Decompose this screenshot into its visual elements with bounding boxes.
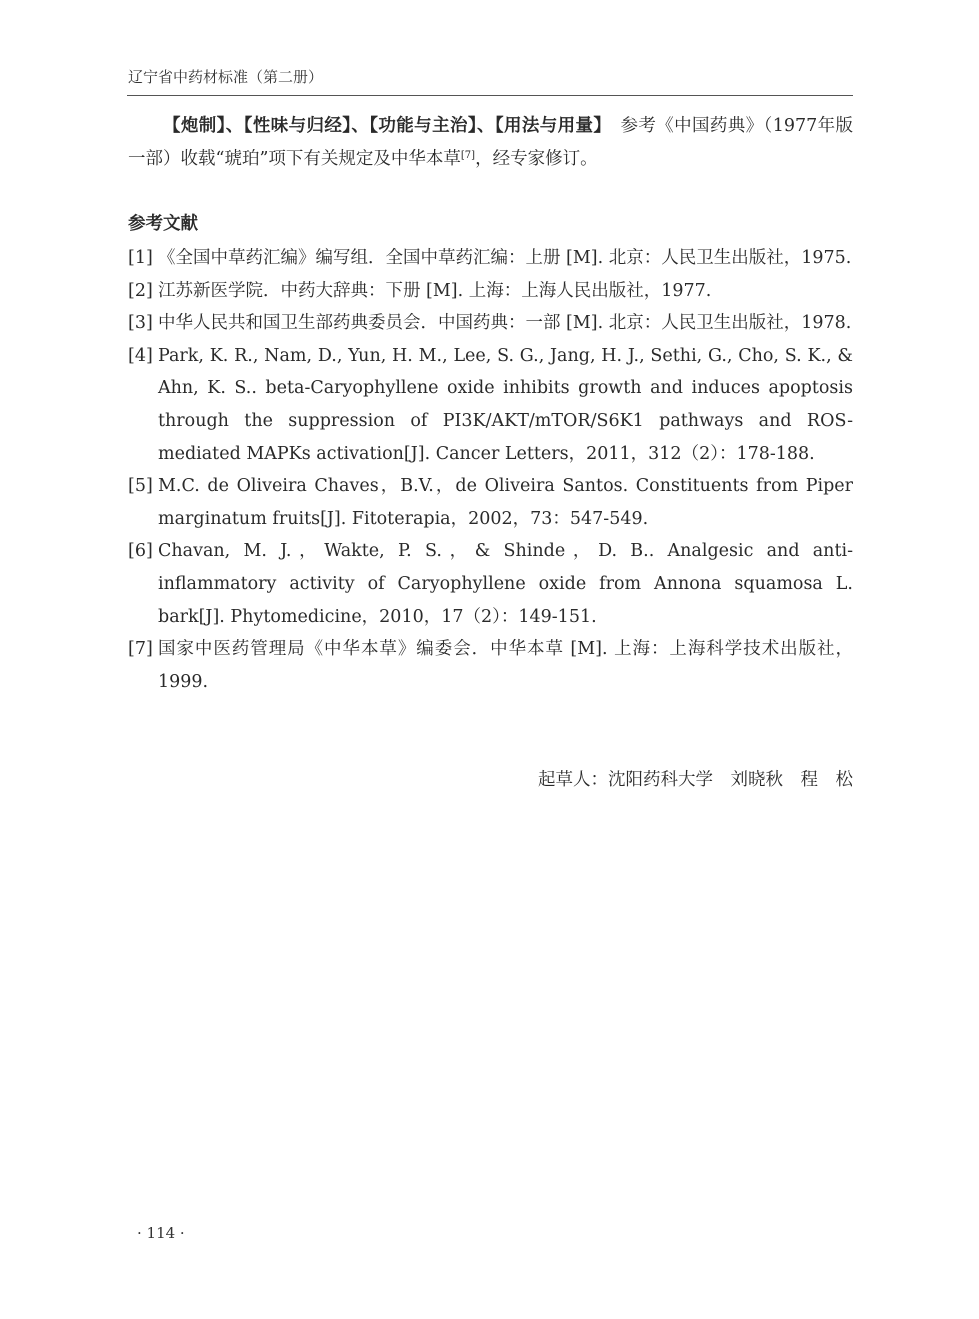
- reference-list: [128, 242, 853, 698]
- reference-number: [1]: [128, 248, 153, 268]
- reference-item: [128, 275, 853, 308]
- reference-item: [128, 307, 853, 340]
- reference-text: Chavan, M. J.，Wakte, P. S.，& Shinde，D. B.. Analgesic and anti-inflammatory activity of Caryophyllene oxide from Annona squamosa L. bark[J]. Phytomedicine，2010，17（2）：149-151.: [158, 541, 853, 627]
- reference-text: M.C. de Oliveira Chaves，B.V.，de Oliveira Santos. Constituents from Piper marginatum fruits[J]. Fitoterapia，2002，73：547-549.: [158, 476, 853, 529]
- page-number: · 114 ·: [137, 1224, 185, 1242]
- section-headings: 【炮制】、【性味与归经】、【功能与主治】、【用法与用量】: [163, 116, 603, 136]
- reference-number: [2]: [128, 280, 153, 301]
- intro-paragraph: [128, 110, 853, 176]
- reference-text: Park, K. R., Nam, D., Yun, H. M., Lee, S. G., Jang, H. J., Sethi, G., Cho, S. K., & Ahn, K. S.. beta-Caryophyllene oxide inhibits growth and induces apoptosis through the suppression of PI3K/AKT/mTOR/S6K1 pathways and ROS-mediated MAPKs activation[J]. Cancer Letters，2011，312（2）：178-188.: [158, 345, 853, 464]
- reference-item: [128, 470, 853, 535]
- reference-item: [128, 242, 853, 275]
- reference-text: 国家中医药管理局《中华本草》编委会．中华本草 [M]. 上海：上海科学技术出版社，1999.: [158, 639, 853, 692]
- reference-item: [128, 535, 853, 633]
- reference-item: [128, 340, 853, 470]
- intro-tail: ，经专家修订。: [475, 149, 598, 169]
- reference-text: 江苏新医学院．中药大辞典：下册 [M]. 上海：上海人民出版社，1977.: [158, 280, 712, 301]
- reference-number: [7]: [128, 639, 153, 660]
- reference-number: [6]: [128, 541, 153, 562]
- reference-text: 《全国中草药汇编》编写组．全国中草药汇编：上册 [M]. 北京：人民卫生出版社，1975.: [158, 248, 852, 268]
- citation-marker: [7]: [460, 150, 476, 161]
- reference-number: [4]: [128, 345, 153, 366]
- reference-number: [3]: [128, 313, 153, 334]
- header-rule: [127, 95, 853, 96]
- reference-text: 中华人民共和国卫生部药典委员会．中国药典：一部 [M]. 北京：人民卫生出版社，1978.: [158, 313, 852, 334]
- intro-body: 参考《中国药典》（1977年版一部）收载“琥珀”项下有关规定及中华本草: [128, 116, 854, 169]
- running-header-title: 辽宁省中药材标准（第二册）: [128, 68, 324, 86]
- reference-item: [128, 633, 853, 698]
- reference-number: [5]: [128, 476, 153, 497]
- drafter-credit: 起草人：沈阳药科大学 刘晓秋 程 松: [538, 770, 853, 790]
- references-title: 参考文献: [128, 214, 198, 234]
